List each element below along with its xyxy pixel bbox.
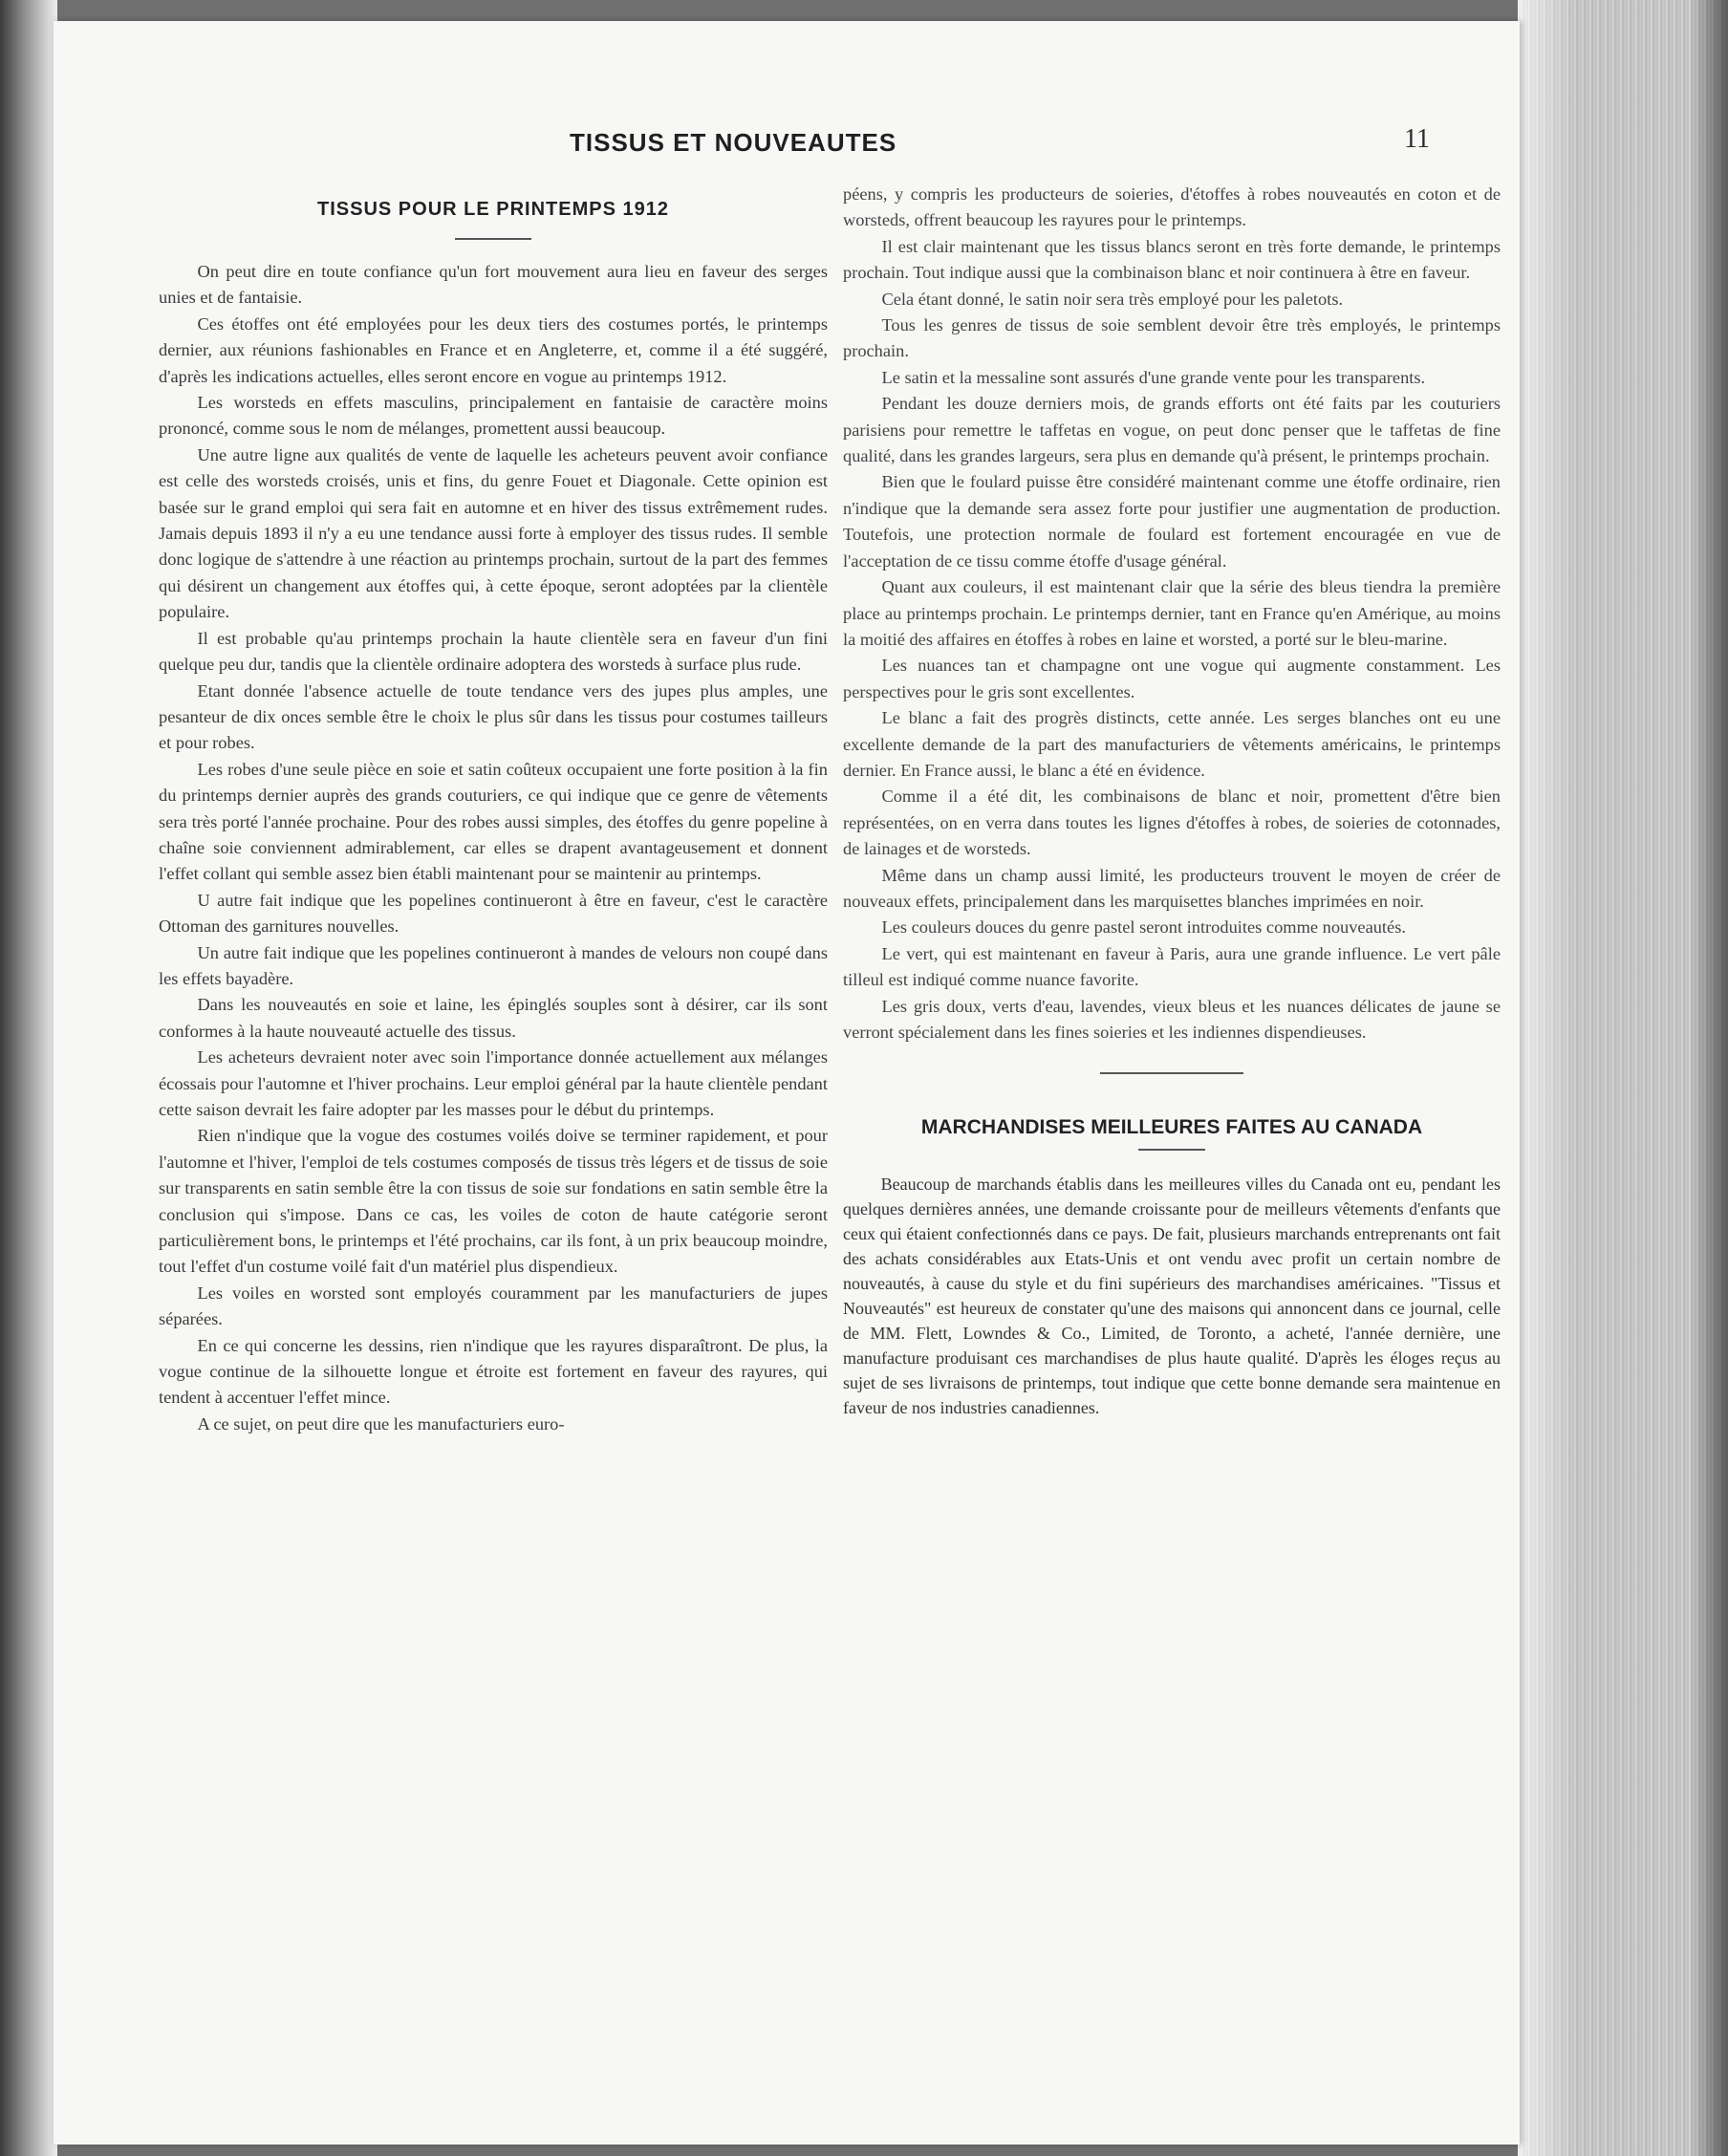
paragraph: Beaucoup de marchands établis dans les meilleures villes du Canada ont eu, pendant les quelques dernières années, une demande croissante pour de meilleurs vêtements d'enfants que ceux qui étaient confectionnés dans ce pays. De fait, plusieurs marchands entreprenants ont fait des achats considérables aux Etats-Unis et ont vendu avec profit un certain nombre de nouveautés, à cause du style et du fini supérieurs des marchandises américaines. "Tissus et Nouveautés" est heureux de constater qu'une des maisons qui annoncent dans ce journal, celle de MM. Flett, Lowndes & Co., Limited, de Toronto, a acheté, l'année dernière, une manufacture produisant ces marchandises de plus haute qualité. D'après les éloges reçus au sujet de ses livraisons de printemps, tout indique que cette bonne demande sera maintenue en faveur de nos industries canadiennes. xyxy=(843,1175,1501,1418)
running-title: TISSUS ET NOUVEAUTES xyxy=(570,128,897,157)
paragraph: Le satin et la messaline sont assurés d'une grande vente pour les transparents. xyxy=(881,367,1426,387)
magazine-page xyxy=(54,21,1520,2145)
title-divider xyxy=(455,238,531,240)
paragraph: Etant donnée l'absence actuelle de toute tendance vers des jupes plus amples, une pesanteur de dix onces semble être le choix le plus sûr dans les tissus pour costumes tailleurs et pour robes. xyxy=(159,680,828,753)
paragraph: péens, y compris les producteurs de soieries, d'étoffes à robes nouveautés en coton et de worsteds, offrent beaucoup les rayures pour le printemps. xyxy=(843,184,1501,230)
title-divider xyxy=(1138,1149,1205,1151)
paragraph: Rien n'indique que la vogue des costumes voilés doive se terminer rapidement, et pour l'automne et l'hiver, l'emploi de tels costumes composés de tissus très légers et de tissus de soie sur transparents en satin semble être la con tissus de soie sur fondations en satin semble être la conclusion qui s'impose. Dans ce cas, les voiles de coton de haute catégorie seront particulièrement bons, le printemps et l'été prochains, car ils font, à un prix beaucoup moindre, tout l'effet d'un costume voilé fait d'un matériel plus dispendieux. xyxy=(159,1126,828,1277)
paragraph: Le vert, qui est maintenant en faveur à Paris, aura une grande influence. Le vert pâle tilleul est indiqué comme nuance favorite. xyxy=(843,943,1501,990)
paragraph: U autre fait indique que les popelines continueront à être en faveur, c'est le caractère Ottoman des garnitures nouvelles. xyxy=(159,890,828,937)
paragraph: Cela étant donné, le satin noir sera très employé pour les paletots. xyxy=(881,289,1344,309)
book-page-edges xyxy=(1518,0,1728,2156)
article-separator xyxy=(1100,1072,1243,1074)
paragraph: Comme il a été dit, les combinaisons de blanc et noir, promettent d'être bien représentées, on en verra dans toutes les lignes d'étoffes à robes, de soieries de cotonnades, de lainages et de worsteds. xyxy=(843,787,1501,859)
paragraph: Les voiles en worsted sont employés couramment par les manufacturiers de jupes séparées. xyxy=(159,1283,828,1329)
paragraph: Les gris doux, verts d'eau, lavendes, vieux bleus et les nuances délicates de jaune se verront spécialement dans les fines soieries et les indiennes dispendieuses. xyxy=(843,996,1501,1042)
paragraph: Les nuances tan et champagne ont une vogue qui augmente constamment. Les perspectives pour le gris sont excellentes. xyxy=(843,656,1501,701)
left-column xyxy=(159,199,828,1437)
paragraph: Les couleurs douces du genre pastel seront introduites comme nouveautés. xyxy=(881,917,1406,938)
left-column-body xyxy=(159,259,828,1437)
paragraph: Le blanc a fait des progrès distincts, cette année. Les serges blanches ont eu une excellente demande de la part des manufacturiers de vêtements américains, le printemps dernier. En France aussi, le blanc a été en évidence. xyxy=(843,708,1501,780)
article2-body xyxy=(843,1172,1501,1420)
paragraph: Bien que le foulard puisse être considéré maintenant comme une étoffe ordinaire, rien n'indique que la demande sera assez forte pour justifier une augmentation de production. Toutefois, une protection normale de foulard est fortement encouragée en vue de l'acceptation de ce tissu comme étoffe d'usage général. xyxy=(843,472,1501,571)
paragraph: Les acheteurs devraient noter avec soin l'importance donnée actuellement aux mélanges écossais pour l'automne et l'hiver prochains. Leur emploi général par la haute clientèle pendant cette saison devrait les faire adopter par les masses pour le début du printemps. xyxy=(159,1047,828,1119)
right-column-body xyxy=(843,182,1501,1046)
paragraph: Dans les nouveautés en soie et laine, les épinglés souples sont à désirer, car ils sont conformes à la haute nouveauté actuelle des tissus. xyxy=(159,995,828,1041)
paragraph: Même dans un champ aussi limité, les producteurs trouvent le moyen de créer de nouveaux effets, principalement dans les marquisettes blanches imprimées en noir. xyxy=(843,865,1501,911)
paragraph: Les robes d'une seule pièce en soie et satin coûteux occupaient une forte position à la fin du printemps dernier auprès des grands couturiers, ce qui indique que ce genre de vêtements sera très porté l'année prochaine. Pour des robes aussi simples, des étoffes du genre popeline à chaîne soie conviennent admirablement, car elles se drapent avantageusement et donnent l'effet collant qui semble assez bien établi maintenant pour se maintenir au printemps. xyxy=(159,759,828,884)
paragraph: Tous les genres de tissus de soie semblent devoir être très employés, le printemps prochain. xyxy=(843,315,1501,361)
paragraph: Un autre fait indique que les popelines continueront à mandes de velours non coupé dans les effets bayadère. xyxy=(159,942,828,988)
article-title-marchandises-canada: MARCHANDISES MEILLEURES FAITES AU CANADA xyxy=(920,1116,1423,1139)
paragraph: Il est probable qu'au printemps prochain la haute clientèle sera en faveur d'un fini quelque peu dur, tandis que la clientèle ordinaire adoptera des worsteds à surface plus rude. xyxy=(159,628,828,675)
article-title-tissus-printemps: TISSUS POUR LE PRINTEMPS 1912 xyxy=(317,199,669,220)
paragraph: Les worsteds en effets masculins, principalement en fantaisie de caractère moins prononcé, comme sous le nom de mélanges, promettent aussi beaucoup. xyxy=(159,393,828,439)
page-number: 11 xyxy=(1404,124,1430,154)
book-gutter-left xyxy=(0,0,57,2156)
paragraph: On peut dire en toute confiance qu'un fort mouvement aura lieu en faveur des serges unies et de fantaisie. xyxy=(159,262,828,308)
paragraph: En ce qui concerne les dessins, rien n'indique que les rayures disparaîtront. De plus, la vogue continue de la silhouette longue et étroite est fortement en faveur des rayures, qui tendent à accentuer l'effet mince. xyxy=(159,1335,828,1408)
paragraph: Ces étoffes ont été employées pour les deux tiers des costumes portés, le printemps dernier, aux réunions fashionables en France et en Angleterre, et, comme il a été suggéré, d'après les indications actuelles, elles seront encore en vogue au printemps 1912. xyxy=(159,313,828,386)
paragraph: Quant aux couleurs, il est maintenant clair que la série des bleus tiendra la première place au printemps prochain. Le printemps dernier, tant en France qu'en Amérique, au moins la moitié des affaires en étoffes à robes en laine et worsted, a porté sur le bleu-marine. xyxy=(843,577,1501,649)
right-column xyxy=(843,182,1501,1420)
paragraph: Pendant les douze derniers mois, de grands efforts ont été faits par les couturiers parisiens pour remettre le taffetas en vogue, on peut donc penser que le taffetas de fine qualité, dans les grandes largeurs, sera plus en demande qu'à présent, le printemps prochain. xyxy=(843,394,1501,466)
paragraph: Une autre ligne aux qualités de vente de laquelle les acheteurs peuvent avoir confiance est celle des worsteds croisés, unis et fins, du genre Fouet et Diagonale. Cette opinion est basée sur le grand emploi qui sera fait en automne et en hiver des tissus extrêmement rudes. Jamais depuis 1893 il n'y a eu une tendance aussi forte à employer des tissus rudes. Il semble donc logique de s'attendre à une réaction au printemps prochain, surtout de la part des femmes qui désirent un changement aux étoffes qui, à cette époque, seront adoptées par la clientèle populaire. xyxy=(159,444,828,622)
paragraph: Il est clair maintenant que les tissus blancs seront en très forte demande, le printemps prochain. Tout indique aussi que la combinaison blanc et noir continuera à être en faveur. xyxy=(843,236,1501,283)
paragraph: A ce sujet, on peut dire que les manufacturiers euro- xyxy=(197,1413,565,1434)
